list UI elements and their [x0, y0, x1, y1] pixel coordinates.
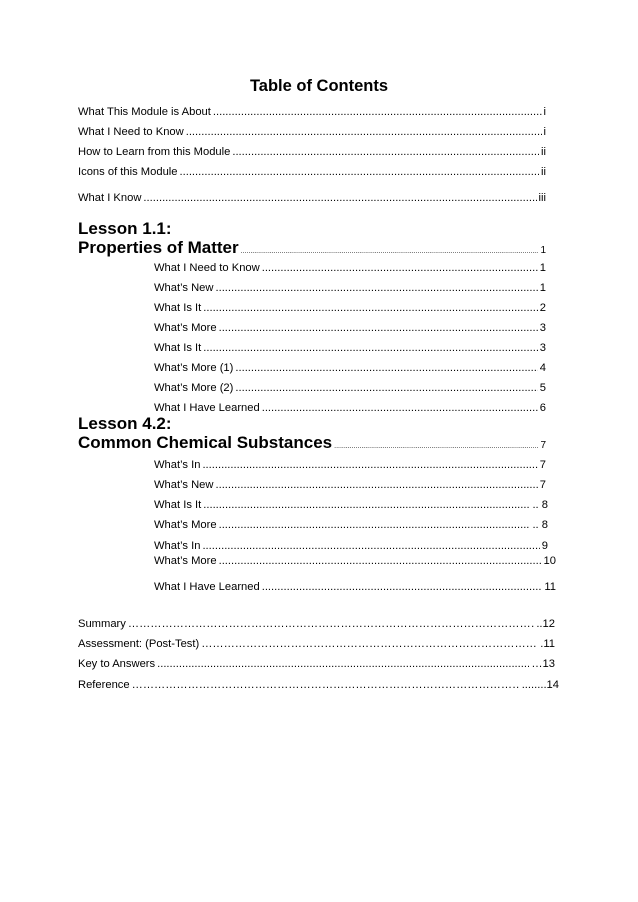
- toc-entry[interactable]: [78, 106, 546, 118]
- entry-label: Assessment: (Post-Test): [78, 638, 200, 650]
- dot-leader: [262, 402, 538, 414]
- entry-label: What’s More: [154, 519, 217, 531]
- dot-leader: [334, 443, 538, 450]
- toc-entry[interactable]: [154, 555, 556, 567]
- lesson-title-entry[interactable]: [78, 433, 546, 453]
- entry-page: 7: [539, 479, 546, 491]
- entry-page: .11: [540, 638, 555, 650]
- entry-label: Icons of this Module: [78, 166, 178, 178]
- toc-entry[interactable]: [154, 519, 548, 531]
- entry-page: .. 8: [532, 519, 548, 531]
- dot-leader: [215, 479, 537, 491]
- toc-entry[interactable]: [78, 146, 546, 158]
- dot-leader: [262, 262, 538, 274]
- entry-label: What’s More (2): [154, 382, 234, 394]
- dot-leader: [219, 519, 531, 531]
- entry-page: 1: [539, 282, 546, 294]
- entry-page: 3: [539, 322, 546, 334]
- dot-leader: [201, 638, 538, 650]
- dot-leader: [262, 581, 543, 593]
- entry-label: What Is It: [154, 499, 202, 511]
- entry-page: 6: [539, 402, 546, 414]
- entry-page: 5: [539, 382, 546, 394]
- toc-entry[interactable]: [154, 322, 546, 334]
- dot-leader: [235, 362, 537, 374]
- dot-leader: [241, 248, 539, 255]
- dot-leader: [180, 166, 540, 178]
- dot-leader: [203, 342, 538, 354]
- dot-leader: [219, 555, 542, 567]
- dot-leader: [143, 192, 536, 204]
- entry-page: 4: [539, 362, 546, 374]
- entry-label: What I Need to Know: [78, 126, 184, 138]
- entry-page: …13: [531, 658, 555, 670]
- entry-page: 2: [539, 302, 546, 314]
- entry-label: What’s In: [154, 459, 201, 471]
- entry-label: What I Know: [78, 192, 142, 204]
- entry-label: What Is It: [154, 342, 202, 354]
- page-title: Table of Contents: [249, 77, 389, 95]
- entry-page: 3: [539, 342, 546, 354]
- entry-page: 1: [540, 245, 546, 256]
- entry-page: ii: [541, 146, 546, 158]
- toc-entry[interactable]: [154, 282, 546, 294]
- toc-entry[interactable]: [154, 362, 546, 374]
- entry-page: 7: [540, 440, 546, 451]
- dot-leader: [213, 106, 542, 118]
- entry-label: Key to Answers: [78, 658, 156, 670]
- dot-leader: [235, 382, 537, 394]
- toc-entry[interactable]: [154, 581, 556, 593]
- lesson-heading: Lesson 4.2:: [78, 414, 172, 433]
- entry-page: .. 8: [532, 499, 548, 511]
- entry-label: What’s New: [154, 479, 214, 491]
- entry-label: How to Learn from this Module: [78, 146, 231, 158]
- dot-leader: [219, 322, 538, 334]
- dot-leader: [232, 146, 539, 158]
- entry-label: What’s More (1): [154, 362, 234, 374]
- entry-label: What’s More: [154, 555, 217, 567]
- toc-entry[interactable]: [154, 342, 546, 354]
- dot-leader: [157, 658, 529, 670]
- toc-entry[interactable]: [78, 638, 555, 650]
- toc-entry[interactable]: [78, 166, 546, 178]
- toc-entry[interactable]: [154, 479, 546, 491]
- dot-leader: [202, 459, 537, 471]
- dot-leader: [186, 126, 542, 138]
- entry-label: What I Have Learned: [154, 402, 260, 414]
- lesson-title: Properties of Matter: [78, 238, 239, 257]
- toc-entry[interactable]: [78, 126, 546, 138]
- dot-leader: [203, 302, 538, 314]
- entry-label: What I Have Learned: [154, 581, 260, 593]
- toc-entry[interactable]: [154, 402, 546, 414]
- entry-label: Reference: [78, 679, 130, 691]
- dot-leader: [203, 499, 530, 511]
- dot-leader: [202, 540, 539, 552]
- entry-page: ..12: [536, 618, 555, 630]
- lesson-title: Common Chemical Substances: [78, 433, 333, 452]
- entry-label: What’s In: [154, 540, 201, 552]
- dot-leader: [132, 679, 520, 691]
- entry-page: 1: [539, 262, 546, 274]
- toc-entry[interactable]: [78, 618, 555, 630]
- toc-entry[interactable]: [154, 499, 548, 511]
- toc-entry[interactable]: [154, 302, 546, 314]
- lesson-heading: Lesson 1.1:: [78, 219, 172, 238]
- entry-page: 11: [544, 581, 556, 593]
- entry-page: 10: [543, 555, 556, 567]
- toc-entry[interactable]: [154, 382, 546, 394]
- dot-leader: [215, 282, 537, 294]
- toc-entry[interactable]: [154, 262, 546, 274]
- toc-entry[interactable]: [154, 540, 548, 552]
- toc-entry[interactable]: [78, 679, 559, 691]
- entry-label: What This Module is About: [78, 106, 211, 118]
- dot-leader: [128, 618, 534, 630]
- entry-label: What’s New: [154, 282, 214, 294]
- entry-label: What’s More: [154, 322, 217, 334]
- entry-page: 9: [541, 540, 548, 552]
- entry-page: ........14: [521, 679, 559, 691]
- toc-entry[interactable]: [78, 658, 555, 670]
- entry-page: ii: [541, 166, 546, 178]
- entry-label: What Is It: [154, 302, 202, 314]
- entry-label: What I Need to Know: [154, 262, 260, 274]
- entry-page: 7: [539, 459, 546, 471]
- toc-entry[interactable]: [78, 192, 546, 204]
- toc-entry[interactable]: [154, 459, 546, 471]
- entry-page: i: [543, 106, 546, 118]
- entry-label: Summary: [78, 618, 126, 630]
- entry-page: i: [543, 126, 546, 138]
- entry-page: iii: [538, 192, 546, 204]
- lesson-title-entry[interactable]: [78, 238, 546, 258]
